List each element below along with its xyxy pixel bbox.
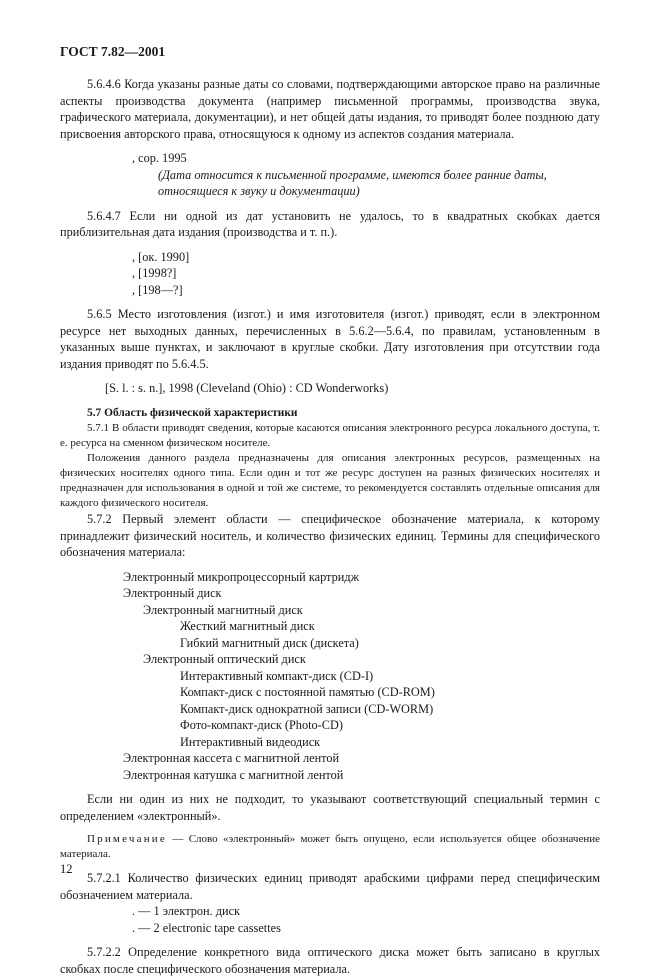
note-label: Примечание bbox=[87, 833, 167, 845]
term-item: Электронная кассета с магнитной лентой bbox=[123, 751, 340, 765]
term-item: Электронный диск bbox=[123, 586, 222, 600]
page-header: ГОСТ 7.82—2001 bbox=[60, 44, 166, 59]
term-item: Электронная катушка с магнитной лентой bbox=[123, 767, 344, 782]
page-content bbox=[60, 76, 600, 977]
example-approx-date: , [ок. 1990] bbox=[132, 249, 190, 264]
paragraph-5-6-4-6: 5.6.4.6 Когда указаны разные даты со словами, подтверждающими авторское право на различные аспекты производства документа (например письменной программы, производства звука, графического материала, документации), и нет общей даты издания, то приводят более позднюю дату присвоения авторского права, относящуюся к одному из аспектов создания материала. bbox=[60, 77, 600, 141]
term-item: Гибкий магнитный диск (дискета) bbox=[180, 635, 359, 650]
paragraph-5-7-2-b: Если ни один из них не подходит, то указывают соответствующий специальный термин с определением «электронный». bbox=[60, 792, 600, 823]
example-manufacture: [S. l. : s. n.], 1998 (Cleveland (Ohio) : CD Wonderworks) bbox=[105, 381, 389, 395]
paragraph-5-6-4-7: 5.6.4.7 Если ни одной из дат установить не удалось, то в квадратных скобках дается приблизительная дата издания (производства и т. п.). bbox=[60, 208, 600, 239]
term-item: Компакт-диск с постоянной памятью (CD-ROM) bbox=[180, 685, 435, 699]
example-note-line-2: относящиеся к звуку и документации) bbox=[158, 184, 360, 198]
term-item: Интерактивный видеодиск bbox=[180, 734, 321, 749]
section-5-7-title: 5.7 Область физической характеристики bbox=[87, 406, 298, 419]
paragraph-5-7-2: 5.7.2 Первый элемент области — специфическое обозначение материала, к которому принадлежит физический носитель, и количество физических единиц. Термины для специфического обозначения материала: bbox=[60, 512, 600, 559]
note-text: — Слово «электронный» может быть опущено, если используется общее обозначение материала. bbox=[60, 833, 600, 860]
note bbox=[60, 832, 600, 862]
term-item: Компакт-диск однократной записи (CD-WORM) bbox=[180, 701, 434, 716]
paragraph-5-7-1: 5.7.1 В области приводят сведения, которые касаются описания электронного ресурса локального доступа, т. е. ресурса на сменном физическом носителе. bbox=[60, 422, 600, 449]
terms-list bbox=[60, 569, 600, 784]
term-item: Интерактивный компакт-диск (CD-I) bbox=[180, 668, 374, 683]
paragraph-5-6-5: 5.6.5 Место изготовления (изгот.) и имя изготовителя (изгот.) приводят, если в электронном ресурсе нет выходных данных, перечисленных в 5.6.2—5.6.4, по правилам, установленным в указанных выше пунктах, и заключают в круглые скобки. Дату изготовления при отсутствии года издания приводят по 5.6.4.5. bbox=[60, 307, 600, 371]
example-approx-date: , [198—?] bbox=[132, 282, 183, 297]
paragraph-5-7-2-1: 5.7.2.1 Количество физических единиц приводят арабскими цифрами перед специфическим обозначением материала. bbox=[60, 871, 600, 902]
page-number: 12 bbox=[60, 862, 73, 876]
term-item: Жесткий магнитный диск bbox=[180, 619, 315, 633]
paragraph-5-7-1-b: Положения данного раздела предназначены для описания электронных ресурсов, размещенных на физических носителях одного типа. Если один и тот же ресурс доступен на разных физических носителях и предназначен для использования в одной и той же системе, то рекомендуется составлять отдельные описания для каждого физического носителя. bbox=[60, 452, 600, 509]
example-units: . — 1 электрон. диск bbox=[132, 904, 241, 918]
term-item: Электронный магнитный диск bbox=[143, 602, 303, 617]
term-item: Фото-компакт-диск (Photo-CD) bbox=[180, 718, 343, 732]
example-approx-date: , [1998?] bbox=[132, 266, 177, 280]
paragraph-5-7-2-2: 5.7.2.2 Определение конкретного вида оптического диска может быть записано в круглых скобках после специфического обозначения материала. bbox=[60, 945, 600, 976]
term-item: Электронный оптический диск bbox=[143, 652, 306, 666]
example-copyright-date: , cop. 1995 bbox=[132, 151, 187, 165]
example-units: . — 2 electronic tape cassettes bbox=[132, 920, 281, 935]
example-note-line-1: (Дата относится к письменной программе, имеются более ранние даты, bbox=[158, 167, 547, 182]
term-item: Электронный микропроцессорный картридж bbox=[123, 569, 360, 584]
